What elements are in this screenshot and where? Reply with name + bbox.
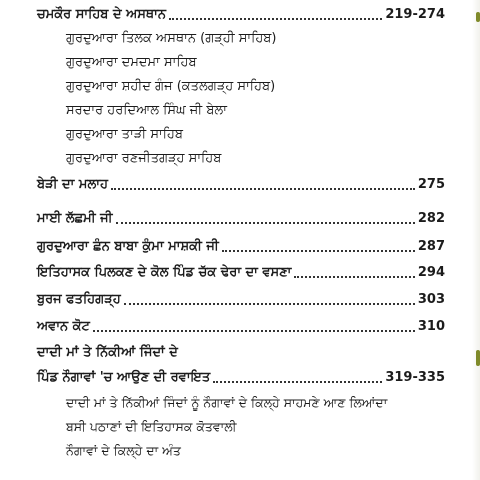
toc-entry-beri-da-malah[interactable]: [37, 171, 445, 193]
toc-entry-label: ਚਮਕੌਰ ਸਾਹਿਬ ਦੇ ਅਸਥਾਨ: [37, 7, 167, 22]
toc-subentry-label: ਗੁਰਦੁਆਰਾ ਤਾੜੀ ਸਾਹਿਬ: [66, 127, 183, 142]
toc-entry-page: 219-274: [385, 7, 445, 22]
toc-entry-chamkaur-sahib[interactable]: [37, 1, 445, 23]
toc-entry-awan-kot[interactable]: [37, 313, 445, 335]
toc-subentry[interactable]: [66, 413, 472, 435]
toc-entry-label: ਬੁਰਜ ਫਤਹਿਗੜ੍ਹ: [37, 292, 121, 307]
toc-entry-burj-fatehgarh[interactable]: [37, 286, 445, 308]
toc-entry-label: ਗੁਰਦੁਆਰਾ ਛੰਨ ਬਾਬਾ ਕੁੰਮਾ ਮਾਸ਼ਕੀ ਜੀ: [37, 239, 219, 254]
toc-subentry-label: ਬਸੀ ਪਠਾਣਾਂ ਦੀ ਇਤਿਹਾਸਕ ਕੋਤਵਾਲੀ: [66, 419, 237, 434]
toc-entry-dadi-maa-line1[interactable]: [37, 339, 445, 361]
toc-subentry-label: ਗੁਰਦੁਆਰਾ ਦਮਦਮਾ ਸਾਹਿਬ: [66, 55, 197, 70]
dot-leader: [222, 250, 415, 252]
page-edge-mark: [476, 12, 480, 22]
toc-subentry-label: ਦਾਦੀ ਮਾਂ ਤੇ ਨਿੱਕੀਆਂ ਜਿੰਦਾਂ ਨੂੰ ਨੌਗਾਵਾਂ ਦੇ ਕਿਲ੍ਹੇ ਸਾਹਮਣੇ ਆਣ ਲਿਆਂਦਾ: [66, 395, 388, 410]
toc-entry-naugawan-rawait[interactable]: [37, 364, 445, 386]
toc-subentry-label: ਗੁਰਦੁਆਰਾ ਸ਼ਹੀਦ ਗੰਜ (ਕਤਲਗੜ੍ਹ ਸਾਹਿਬ): [66, 79, 276, 94]
dot-leader: [93, 330, 415, 332]
toc-entry-page: 287: [417, 239, 445, 254]
page-edge-mark: [476, 350, 480, 366]
toc-entry-label: ਮਾਈ ਲੱਛਮੀ ਜੀ: [37, 211, 113, 226]
toc-subentry-label: ਗੁਰਦੁਆਰਾ ਰਣਜੀਤਗੜ੍ਹ ਸਾਹਿਬ: [66, 151, 222, 166]
dot-leader: [294, 276, 414, 278]
dot-leader: [111, 188, 415, 190]
toc-subentry-label: ਗੁਰਦੁਆਰਾ ਤਿਲਕ ਅਸਥਾਨ (ਗੜ੍ਹੀ ਸਾਹਿਬ): [66, 31, 277, 46]
toc-entry-label: ਅਵਾਨ ਕੋਟ: [37, 319, 90, 334]
dot-leader: [124, 303, 415, 305]
toc-entry-label: ਬੇੜੀ ਦਾ ਮਲਾਹ: [37, 177, 108, 192]
toc-entry-label: ਦਾਦੀ ਮਾਂ ਤੇ ਨਿੱਕੀਆਂ ਜਿੰਦਾਂ ਦੇ: [37, 345, 178, 360]
toc-entry-page: 282: [417, 211, 445, 226]
toc-entry-page: 310: [417, 319, 445, 334]
dot-leader: [169, 18, 382, 20]
toc-entry-label: ਇਤਿਹਾਸਕ ਪਿਲਕਣ ਦੇ ਕੋਲ ਪਿੰਡ ਚੱਕ ਢੇਰਾ ਦਾ ਵਸਣਾ: [37, 265, 292, 280]
dot-leader: [116, 222, 415, 224]
toc-entry-page: 294: [417, 265, 445, 280]
toc-entry-page: 303: [417, 292, 445, 307]
toc-subentry-label: ਨੌਗਾਵਾਂ ਦੇ ਕਿਲ੍ਹੇ ਦਾ ਅੰਤ: [66, 443, 181, 458]
dot-leader: [213, 381, 382, 383]
toc-subentry[interactable]: [66, 25, 445, 47]
toc-subentry[interactable]: [66, 437, 472, 459]
toc-entry-mai-lachhmi[interactable]: [37, 205, 445, 227]
toc-entry-chhann-baba-kumma[interactable]: [37, 233, 445, 255]
toc-entry-page: 275: [417, 177, 445, 192]
toc-subentry[interactable]: [66, 145, 445, 167]
toc-entry-label: ਪਿੰਡ ਨੌਗਾਵਾਂ 'ਚ ਆਉਣ ਦੀ ਰਵਾਇਤ: [37, 370, 211, 385]
toc-entry-pilkan-chak-dhera[interactable]: [37, 259, 445, 281]
toc-entry-page: 319-335: [385, 370, 445, 385]
toc-subentry-label: ਸਰਦਾਰ ਹਰਦਿਆਲ ਸਿੰਘ ਜੀ ਬੇਲਾ: [66, 103, 227, 118]
toc-subentry[interactable]: [66, 389, 472, 411]
toc-subentry[interactable]: [66, 97, 445, 119]
toc-subentry[interactable]: [66, 73, 445, 95]
page-edge-shadow: [472, 0, 480, 480]
toc-subentry[interactable]: [66, 49, 445, 71]
toc-subentry[interactable]: [66, 121, 445, 143]
